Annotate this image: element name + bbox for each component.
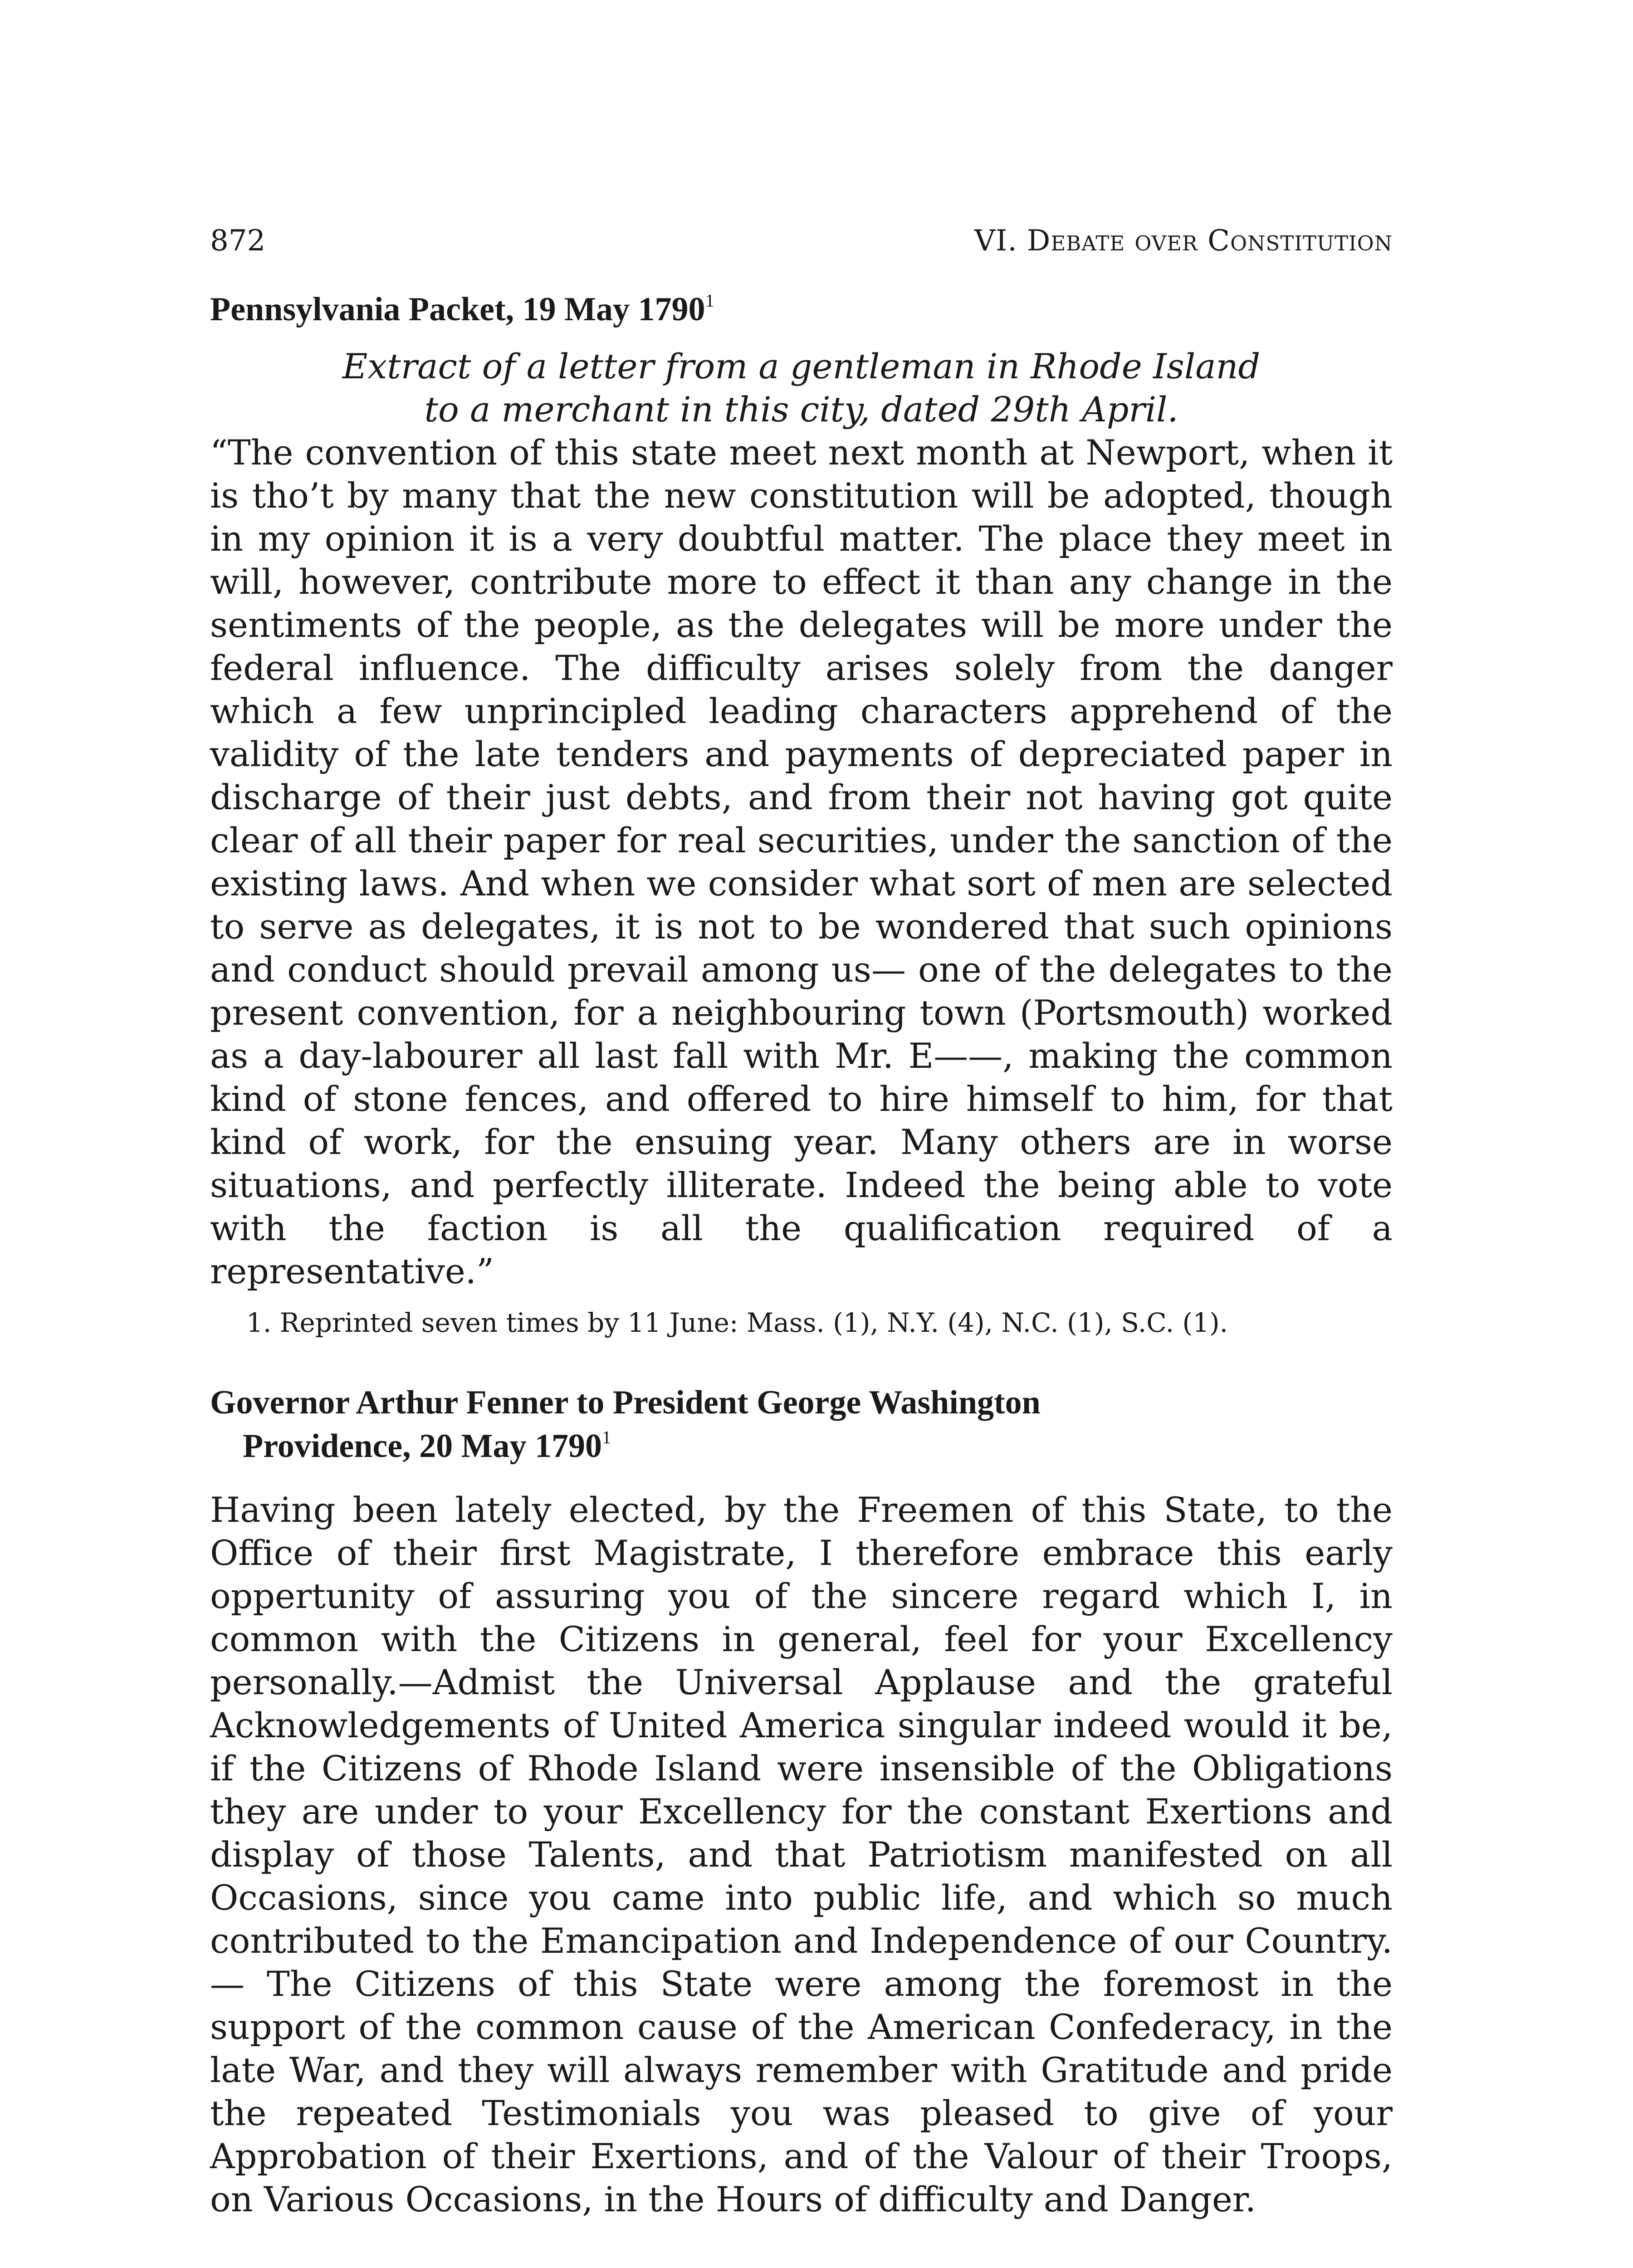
heading-line-1: Governor Arthur Fenner to President George Washington (210, 1384, 1041, 1421)
letter-body-paragraph: Having been lately elected, by the Freemen of this State, to the Office of their first Magistrate, I therefore embrace this early oppertunity of assuring you of the sincere regard which I, in common with the Citizens in general, feel for your Excellency personally.—Admist the Universal Applause and the grateful Acknowledgements of United America singular indeed would it be, if the Citizens of Rhode Island were insensible of the Obligations they are under to your Excellency for the constant Exertions and display of those Talents, and that Patriotism manifested on all Occasions, since you came into public life, and which so much contributed to the Emancipation and Independence of our Country.— The Citizens of this State were among the foremost in the support of the common cause of the American Confederacy, in the late War, and they will always remember with Gratitude and pride the repeated Testimonials you was pleased to give of your Approbation of their Exertions, and of the Valour of their Troops, on Various Occasions, in the Hours of difficulty and Danger. (210, 1490, 1393, 2219)
heading-text: Pennsylvania Packet, 19 May 1790 (210, 291, 705, 328)
section-heading-governor-fenner (210, 1381, 1393, 1424)
extract-line-1: Extract of a letter from a gentleman in Rhode Island (342, 346, 1261, 386)
section-heading-pennsylvania-packet (210, 288, 1393, 331)
extract-line-2: to a merchant in this city, dated 29th April. (424, 389, 1178, 430)
document-page (210, 221, 1393, 2221)
footnote-marker: 1 (705, 290, 714, 311)
extract-caption (210, 345, 1393, 431)
footnote-marker: 1 (601, 1427, 611, 1448)
letter-body-paragraph: “The convention of this state meet next month at Newport, when it is tho’t by many that the new constitution will be adopted, though in my opinion it is a very doubtful matter. The place they meet in will, however, contribute more to effect it than any change in the sentiments of the people, as the delegates will be more under the federal influence. The difficulty arises solely from the danger which a few unprincipled leading characters apprehend of the validity of the late tenders and payments of depreciated paper in discharge of their just debts, and from their not having got quite clear of all their paper for real securities, under the sanction of the existing laws. And when we consider what sort of men are selected to serve as delegates, it is not to be wondered that such opinions and conduct should prevail among us— one of the delegates to the present convention, for a neighbouring town (Portsmouth) worked as a day-labourer all last fall with Mr. E——, making the common kind of stone fences, and offered to hire himself to him, for that kind of work, for the ensuing year. Many others are in worse situations, and perfectly illiterate. Indeed the being able to vote with the faction is all the qualification required of a representative.” (210, 432, 1393, 1291)
page-number: 872 (210, 224, 266, 258)
section-governor-fenner-letter (210, 1381, 1393, 2221)
section-heading-dateline (210, 1424, 1393, 1468)
running-head-title: VI. Debate over Constitution (974, 224, 1393, 258)
footnote: 1. Reprinted seven times by 11 June: Mass. (1), N.Y. (4), N.C. (1), S.C. (1). (246, 1307, 1228, 1338)
heading-line-2: Providence, 20 May 1790 (243, 1427, 602, 1465)
running-head (210, 221, 1393, 260)
